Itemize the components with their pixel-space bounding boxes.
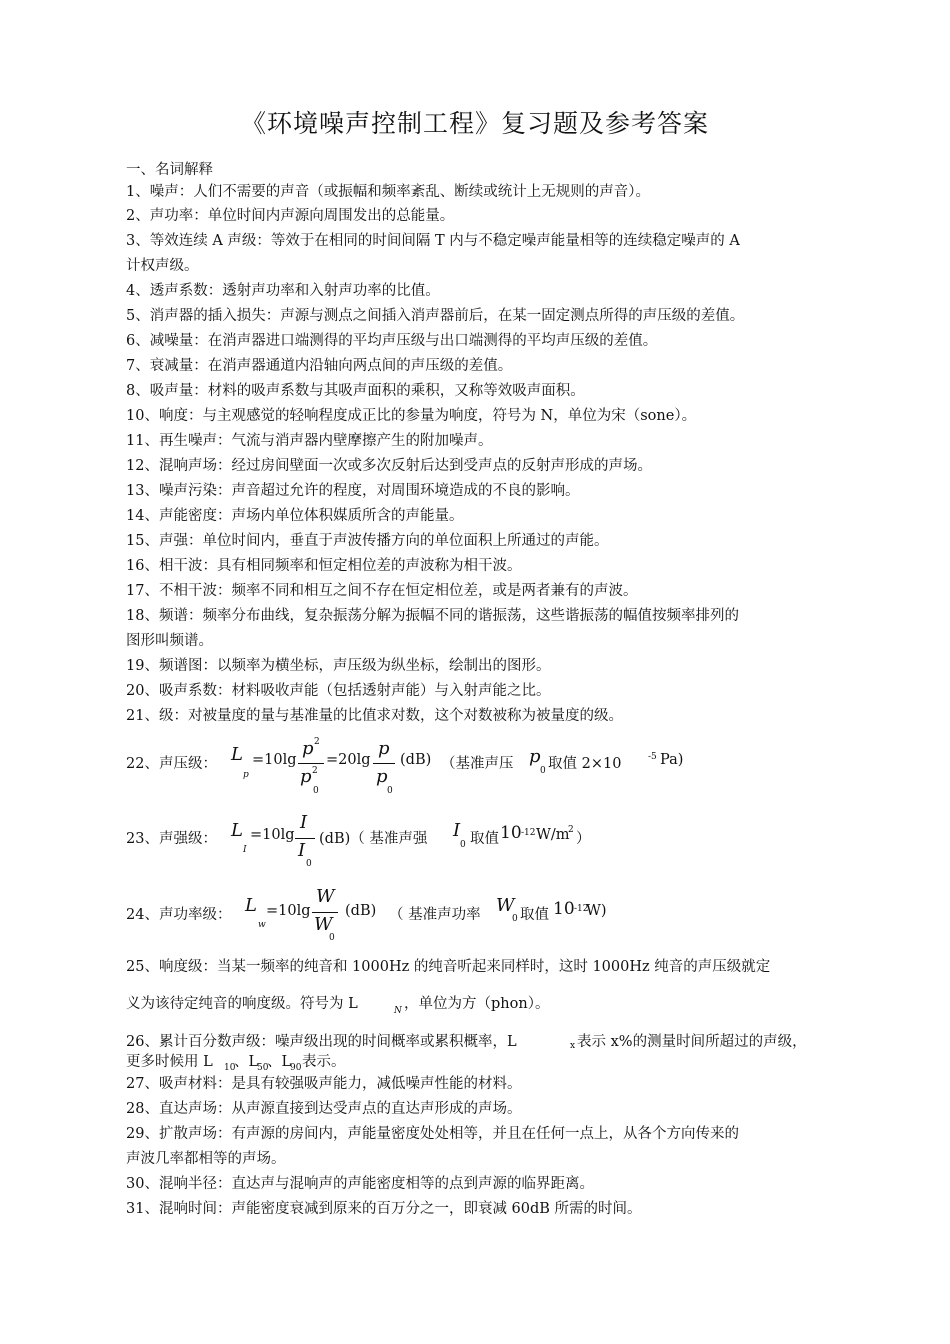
- list-item: 28、直达声场：从声源直接到达受声点的直达声形成的声场。: [126, 1101, 522, 1117]
- formula-note: （基准声压: [441, 756, 514, 772]
- formula-denominator: p: [376, 766, 388, 787]
- fraction-bar: [298, 763, 324, 764]
- formula-numerator: I: [300, 812, 308, 833]
- list-item: 表示 x%的测量时间所超过的声级，: [577, 1034, 807, 1050]
- list-item: 10、响度：与主观感觉的轻响程度成正比的参量为响度，符号为 N，单位为宋（sone）。: [126, 408, 697, 424]
- formula-subscript: 0: [512, 914, 518, 924]
- formula-label: 22、声压级：: [126, 756, 217, 772]
- list-item: 3、等效连续 A 声级：等效于在相同的时间间隔 T 内与不稳定噪声能量相等的连续稳定噪声的 A: [126, 233, 740, 249]
- formula-note: W): [586, 903, 607, 919]
- formula-note: ）: [576, 831, 591, 847]
- formula-superscript: -12: [521, 828, 536, 838]
- formula-subscript: 0: [460, 840, 466, 850]
- formula-superscript: 2: [312, 766, 318, 776]
- list-item: 计权声级。: [126, 258, 199, 274]
- fraction-bar: [295, 838, 315, 839]
- formula-operator: =20lg: [326, 752, 371, 768]
- formula-note: 取值 2×10: [548, 756, 622, 772]
- formula-subscript: I: [243, 845, 247, 855]
- list-item: 6、减噪量：在消声器进口端测得的平均声压级与出口端测得的平均声压级的差值。: [126, 333, 658, 349]
- list-item: ，单位为方（phon）。: [404, 996, 550, 1012]
- formula-superscript: -5: [648, 752, 657, 762]
- formula-subscript: w: [258, 920, 266, 930]
- formula-symbol: I: [453, 820, 461, 841]
- list-item: 更多时候用 L: [126, 1054, 213, 1070]
- formula-operator: =10lg: [266, 903, 311, 919]
- formula-superscript: -12: [574, 904, 589, 914]
- list-item: 义为该待定纯音的响度级。符号为 L: [126, 996, 358, 1012]
- list-item: 11、再生噪声：气流与消声器内壁摩擦产生的附加噪声。: [126, 433, 493, 449]
- formula-note: W/m: [536, 827, 570, 843]
- formula-subscript: 10: [224, 1063, 236, 1073]
- list-item: 21、级：对被量度的量与基准量的比值求对数，这个对数被称为被量度的级。: [126, 708, 623, 724]
- formula-subscript: 0: [540, 766, 546, 776]
- section-heading: 一、名词解释: [126, 162, 213, 178]
- list-item: 8、吸声量：材料的吸声系数与其吸声面积的乘积，又称等效吸声面积。: [126, 383, 585, 399]
- formula-label: 24、声功率级：: [126, 907, 232, 923]
- list-item: 14、声能密度：声场内单位体积媒质所含的声能量。: [126, 508, 464, 524]
- list-item: 声波几率都相等的声场。: [126, 1151, 286, 1167]
- formula-subscript: p: [243, 770, 249, 780]
- formula-note: Pa): [660, 752, 684, 768]
- formula-value: 10: [553, 899, 575, 919]
- list-item: 2、声功率：单位时间内声源向周围发出的总能量。: [126, 208, 455, 224]
- list-item: 30、混响半径：直达声与混响声的声能密度相等的点到声源的临界距离。: [126, 1176, 594, 1192]
- formula-denominator: p: [300, 766, 312, 787]
- list-item: 25、响度级：当某一频率的纯音和 1000Hz 的纯音听起来同样时，这时 1000Hz 纯音的声压级就定: [126, 959, 771, 975]
- list-item: 19、频谱图：以频率为横坐标，声压级为纵坐标，绘制出的图形。: [126, 658, 551, 674]
- list-item: 29、扩散声场：有声源的房间内，声能量密度处处相等，并且在任何一点上，从各个方向传来的: [126, 1126, 739, 1142]
- fraction-bar: [373, 763, 395, 764]
- formula-subscript: x: [570, 1041, 576, 1051]
- list-item: 图形叫频谱。: [126, 633, 213, 649]
- list-item: 15、声强：单位时间内，垂直于声波传播方向的单位面积上所通过的声能。: [126, 533, 609, 549]
- formula-superscript: 2: [314, 737, 320, 747]
- formula-subscript: 90: [290, 1063, 302, 1073]
- list-item: 4、透声系数：透射声功率和入射声功率的比值。: [126, 283, 440, 299]
- formula-numerator: W: [316, 886, 335, 907]
- list-item: 18、频谱：频率分布曲线，复杂振荡分解为振幅不同的谐振荡，这些谐振荡的幅值按频率排列的: [126, 608, 739, 624]
- list-item: 、L: [234, 1054, 259, 1070]
- formula-subscript: N: [394, 1006, 402, 1016]
- list-item: 7、衰减量：在消声器通道内沿轴向两点间的声压级的差值。: [126, 358, 513, 374]
- formula-value: 10: [500, 823, 522, 843]
- formula-subscript: 0: [329, 933, 335, 943]
- page-title: 《环境噪声控制工程》复习题及参考答案: [240, 109, 709, 138]
- formula-symbol: p: [529, 746, 541, 767]
- list-item: 1、噪声：人们不需要的声音（或振幅和频率紊乱、断续或统计上无规则的声音）。: [126, 184, 650, 200]
- formula-subscript: 0: [313, 786, 319, 796]
- formula-subscript: 0: [387, 786, 393, 796]
- formula-unit: (dB)（ 基准声强: [319, 831, 428, 847]
- formula-superscript: 2: [568, 825, 574, 835]
- formula-unit: (dB): [400, 752, 432, 768]
- list-item: 31、混响时间：声能密度衰减到原来的百万分之一，即衰减 60dB 所需的时间。: [126, 1201, 642, 1217]
- formula-numerator: p: [302, 738, 314, 759]
- formula-note: 取值: [520, 907, 549, 923]
- formula-note: 取值: [470, 831, 499, 847]
- list-item: 16、相干波：具有相同频率和恒定相位差的声波称为相干波。: [126, 558, 522, 574]
- list-item: 5、消声器的插入损失：声源与测点之间插入消声器前后，在某一固定测点所得的声压级的差值。: [126, 308, 745, 324]
- formula-numerator: p: [378, 738, 390, 759]
- fraction-bar: [312, 912, 338, 913]
- list-item: 20、吸声系数：材料吸收声能（包括透射声能）与入射声能之比。: [126, 683, 551, 699]
- formula-subscript: 50: [257, 1063, 269, 1073]
- list-item: 27、吸声材料：是具有较强吸声能力，减低噪声性能的材料。: [126, 1076, 522, 1092]
- formula-symbol: L: [231, 744, 243, 765]
- list-item: 17、不相干波：频率不同和相互之间不存在恒定相位差，或是两者兼有的声波。: [126, 583, 638, 599]
- list-item: 12、混响声场：经过房间壁面一次或多次反射后达到受声点的反射声形成的声场。: [126, 458, 652, 474]
- list-item: 13、噪声污染：声音超过允许的程度，对周围环境造成的不良的影响。: [126, 483, 580, 499]
- list-item: 26、累计百分数声级：噪声级出现的时间概率或累积概率，L: [126, 1034, 517, 1050]
- formula-label: 23、声强级：: [126, 831, 217, 847]
- formula-note: （ 基准声功率: [389, 907, 481, 923]
- formula-symbol: L: [245, 895, 257, 916]
- formula-denominator: W: [314, 914, 333, 935]
- formula-symbol: W: [496, 895, 515, 916]
- list-item: 表示。: [302, 1054, 346, 1070]
- formula-subscript: 0: [306, 859, 312, 869]
- formula-denominator: I: [298, 840, 306, 861]
- list-item: 、L: [267, 1054, 292, 1070]
- formula-operator: =10lg: [252, 752, 297, 768]
- formula-unit: (dB): [345, 903, 377, 919]
- formula-symbol: L: [231, 820, 243, 841]
- formula-operator: =10lg: [250, 827, 295, 843]
